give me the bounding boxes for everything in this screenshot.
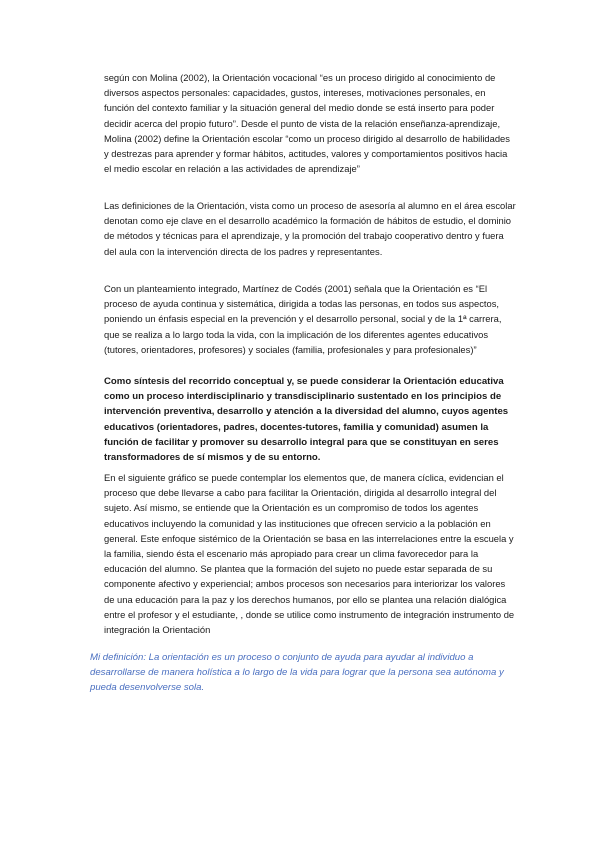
paragraph-synthesis-bold: Como síntesis del recorrido conceptual y, se puede considerar la Orientación educativa como un proceso interdisciplinario y transdisciplinario sustentado en los principios de intervención preventiva, desarrollo y atención a la diversidad del alumno, cuyos agentes educativos (orientadores, padres, docentes-tutores, familia y comunidad) asumen la función de facilitar y promover su desarrollo integral para que se constituyan en seres transformadores de sí mismos y de su entorno. xyxy=(104,376,509,464)
paragraph-graphic-description: En el siguiente gráfico se puede contemplar los elementos que, de manera cíclica, evidencian el proceso que debe llevarse a cabo para facilitar la Orientación, dirigida al desarrollo integral del sujeto. Así mismo, se entiende que la Orientación es un compromiso de todos los agentes educativos incluyendo la comunidad y las instituciones que ofrecen servicio a la población en general. Este enfoque sistémico de la Orientación se basa en las interrelaciones entre la escuela y la familia, siendo ésta el escenario más apropiado para crear un clima favorecedor para la educación del alumno. Se plantea que la formación del sujeto no puede estar separada de su componente afectivo y experiencial; ambos procesos son necesarios para interiorizar los valores de una educación para la paz y los derechos humanos, por ello se plantea una relación dialógica entre el profesor y el estudiante, , donde se utilice como instrumento de integración instrumento de integración la Orientación xyxy=(104,472,515,636)
paragraph-orientation-definitions: Las definiciones de la Orientación, vista como un proceso de asesoría al alumno en el área escolar denotan como eje clave en el desarrollo académico la formación de hábitos de estudio, el dominio de métodos y técnicas para el aprendizaje, y la promoción del trabajo cooperativo dentro y fuera del aula con la intervención directa de los padres y representantes. xyxy=(104,200,516,257)
paragraph-martinez-de-codes: Con un planteamiento integrado, Martínez de Codés (2001) señala que la Orientación es “El proceso de ayuda continua y sistemática, dirigida a todas las personas, en todos sus aspectos, poniendo un énfasis especial en la prevención y el desarrollo personal, social y de la 1ª carrera, que se realiza a lo largo toda la vida, con la implicación de los diferentes agentes educativos (tutores, orientadores, profesores) y sociales (familia, profesionales y para profesionales)” xyxy=(104,283,502,355)
paragraph-molina-definitions: según con Molina (2002), la Orientación vocacional “es un proceso dirigido al conocimiento de diversos aspectos personales: capacidades, gustos, intereses, motivaciones personales, en función del contexto familiar y la situación general del medio donde se está inserto para poder decidir acerca del propio futuro”. Desde el punto de vista de la relación enseñanza-aprendizaje, Molina (2002) define la Orientación escolar “como un proceso dirigido al desarrollo de habilidades y destrezas para aprender y formar hábitos, actitudes, valores y comportamientos positivos hacia el medio escolar en relación a las actividades de aprendizaje” xyxy=(104,72,510,175)
paragraph-my-definition: Mi definición: La orientación es un proceso o conjunto de ayuda para ayudar al individuo a desarrollarse de manera holística a lo largo de la vida para lograr que la persona sea autónoma y pueda desenvolverse sola. xyxy=(90,652,504,694)
